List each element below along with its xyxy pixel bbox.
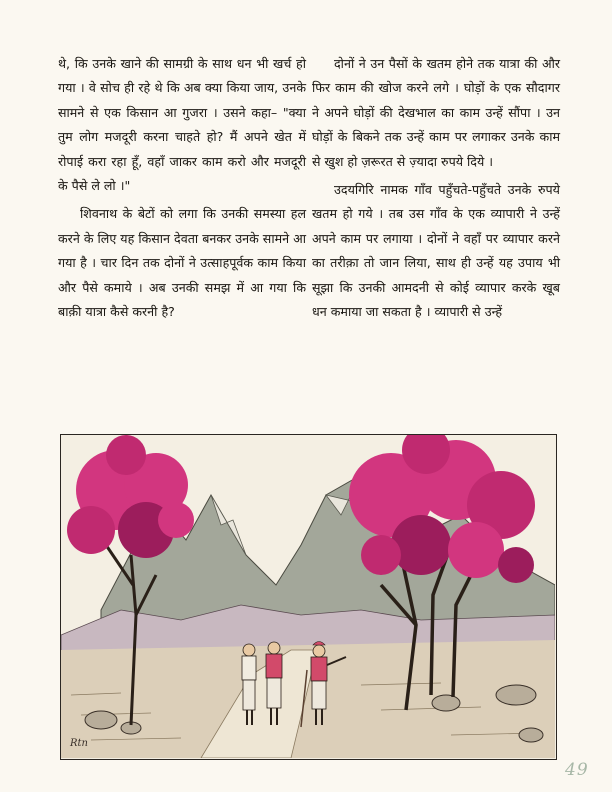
left-paragraph-1: थे, कि उनके खाने की सामग्री के साथ धन भी खर्च हो गया । वे सोच ही रहे थे कि अब क्या किया जाय, उनके सामने से एक किसान आ गुजरा । उसने कहा– "क्या तुम लोग मजदूरी करना चाहते हो? मैं अपने खेत में रोपाई करा रहा हूँ, वहाँ जाकर काम करो और मजदूरी के पैसे ले लो ।" — [58, 56, 306, 194]
artist-signature: Rtn — [70, 738, 88, 749]
left-paragraph-2: शिवनाथ के बेटों को लगा कि उनकी समस्या हल करने के लिए यह किसान देवता बनकर उनके सामने आ गया है । चार दिन तक दोनों ने उत्साहपूर्वक काम किया और पैसे कमाये । अब उनकी समझ में आ गया कि बाक़ी यात्रा कैसे करनी है? — [58, 206, 306, 320]
right-paragraph-1: दोनों ने उन पैसों के खतम होने तक यात्रा की और फिर काम की खोज करने लगे । घोड़ों के एक सौदागर ने अपने घोड़ों की देखभाल का काम उन्हें सौंपा । उन घोड़ों के बिकने तक उन्हें काम पर लगाकर उनके काम से खुश हो ज़रूरत से ज़्यादा रुपये दिये । — [312, 56, 560, 169]
story-illustration — [60, 434, 557, 760]
page-number: 49 — [565, 760, 589, 780]
right-text-column — [312, 52, 560, 324]
landscape-scene — [61, 435, 555, 758]
left-text-column — [58, 52, 306, 324]
right-paragraph-2: उदयगिरि नामक गाँव पहुँचते-पहुँचते उनके रुपये खतम हो गये । तब उस गाँव के एक व्यापारी ने उन्हें अपने काम पर लगाया । दोनों ने वहाँ पर व्यापार करने का तरीक़ा तो जान लिया, साथ ही उन्हें यह उपाय भी सूझा कि उनकी आमदनी से कोई व्यापार करके खूब धन कमाया जा सकता है । व्यापारी से उन्हें — [312, 182, 560, 320]
